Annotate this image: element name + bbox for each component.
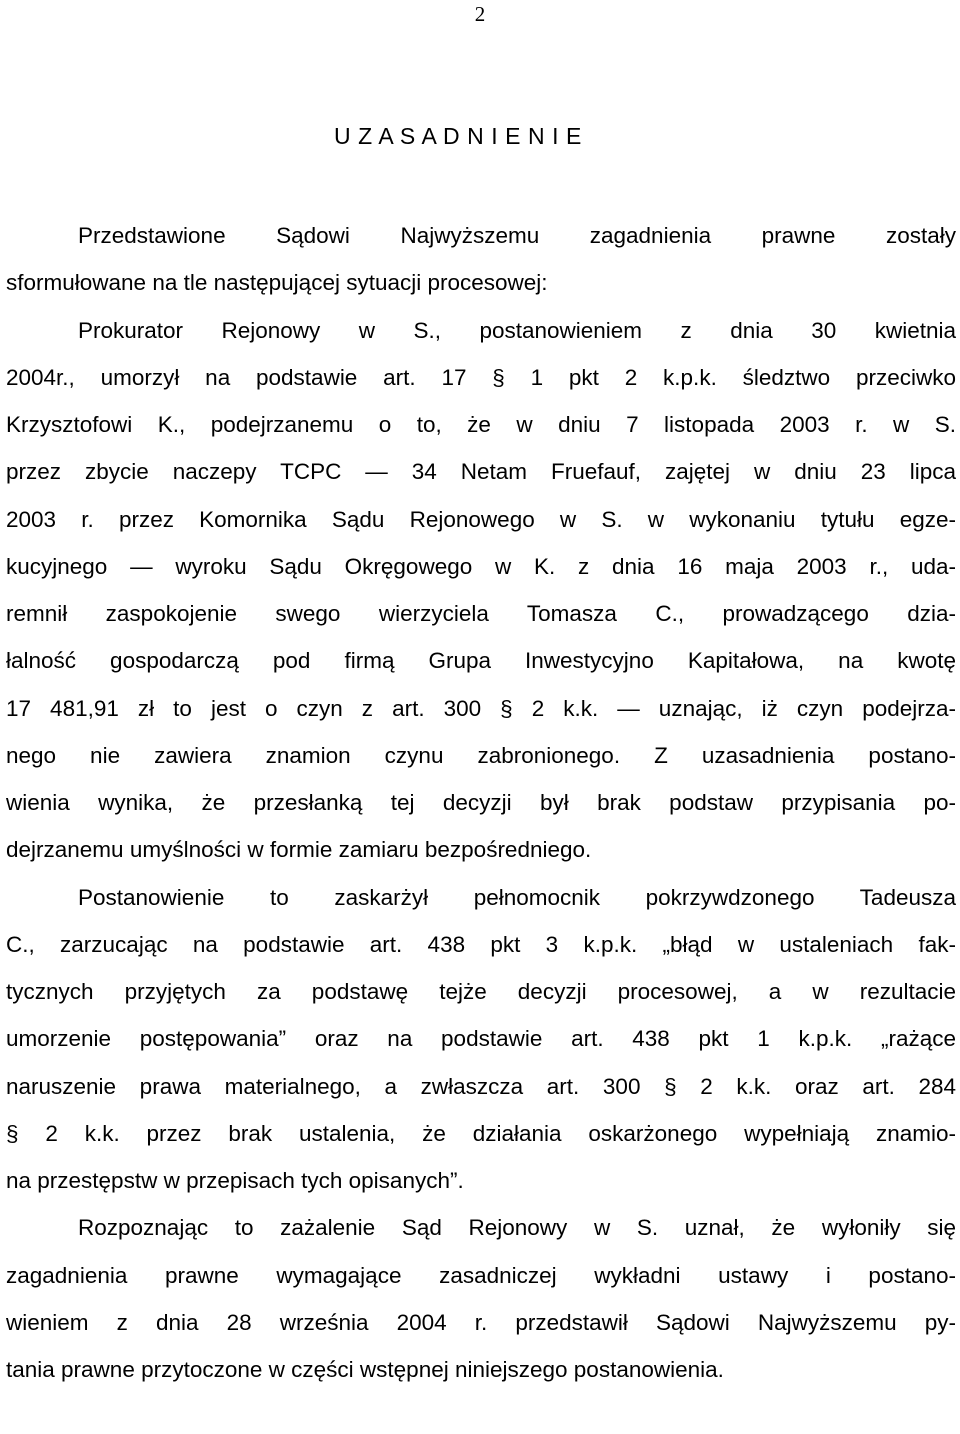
text-line: przez zbycie naczepy TCPC — 34 Netam Fruefauf, zajętej w dniu 23 lipca: [6, 459, 956, 485]
document-title: U Z A S A D N I E N I E: [334, 123, 582, 149]
text-line: tycznych przyjętych za podstawę tejże decyzji procesowej, a w rezultacie: [6, 979, 956, 1004]
text-line: naruszenie prawa materialnego, a zwłaszcza art. 300 § 2 k.k. oraz art. 284: [6, 1073, 956, 1099]
text-line: 17 481,91 zł to jest o czyn z art. 300 § 2 k.k. — uznając, iż czyn podejrza-: [6, 695, 956, 721]
text-line: remnił zaspokojenie swego wierzyciela Tomasza C., prowadzącego dzia-: [6, 601, 956, 626]
text-line: łalność gospodarczą pod firmą Grupa Inwestycyjno Kapitałowa, na kwotę: [6, 648, 956, 674]
text-line: Krzysztofowi K., podejrzanemu o to, że w dniu 7 listopada 2003 r. w S.: [6, 412, 956, 437]
text-line: 2004r., umorzył na podstawie art. 17 § 1 pkt 2 k.p.k. śledztwo przeciwko: [6, 364, 956, 390]
text-line: dejrzanemu umyślności w formie zamiaru bezpośredniego.: [6, 837, 592, 863]
text-line: 2003 r. przez Komornika Sądu Rejonowego w S. w wykonaniu tytułu egze-: [6, 506, 956, 532]
text-line: zagadnienia prawne wymagające zasadniczej wykładni ustawy i postano-: [6, 1262, 956, 1288]
text-line: kucyjnego — wyroku Sądu Okręgowego w K. z dnia 16 maja 2003 r., uda-: [6, 553, 956, 579]
text-line: wieniem z dnia 28 września 2004 r. przedstawił Sądowi Najwyższemu py-: [6, 1309, 956, 1335]
text-line: Przedstawione Sądowi Najwyższemu zagadnienia prawne zostały: [78, 223, 956, 248]
text-line: na przestępstw w przepisach tych opisanych”.: [6, 1168, 464, 1193]
text-line: Prokurator Rejonowy w S., postanowieniem z dnia 30 kwietnia: [78, 317, 956, 343]
text-line: sformułowane na tle następującej sytuacji procesowej:: [6, 270, 548, 296]
text-line: umorzenie postępowania” oraz na podstawie art. 438 pkt 1 k.p.k. „rażące: [6, 1026, 956, 1052]
text-line: tania prawne przytoczone w części wstępnej niniejszego postanowienia.: [6, 1357, 724, 1382]
page-number: 2: [474, 2, 486, 26]
text-line: wienia wynika, że przesłanką tej decyzji był brak podstaw przypisania po-: [6, 790, 956, 815]
text-line: nego nie zawiera znamion czynu zabronionego. Z uzasadnienia postano-: [6, 742, 956, 768]
text-line: Postanowienie to zaskarżył pełnomocnik pokrzywdzonego Tadeusza: [78, 884, 956, 910]
text-line: Rozpoznając to zażalenie Sąd Rejonowy w S. uznał, że wyłoniły się: [78, 1215, 956, 1241]
text-line: § 2 k.k. przez brak ustalenia, że działania oskarżonego wypełniają znamio-: [6, 1120, 956, 1146]
text-line: C., zarzucając na podstawie art. 438 pkt 3 k.p.k. „błąd w ustaleniach fak-: [6, 931, 956, 957]
